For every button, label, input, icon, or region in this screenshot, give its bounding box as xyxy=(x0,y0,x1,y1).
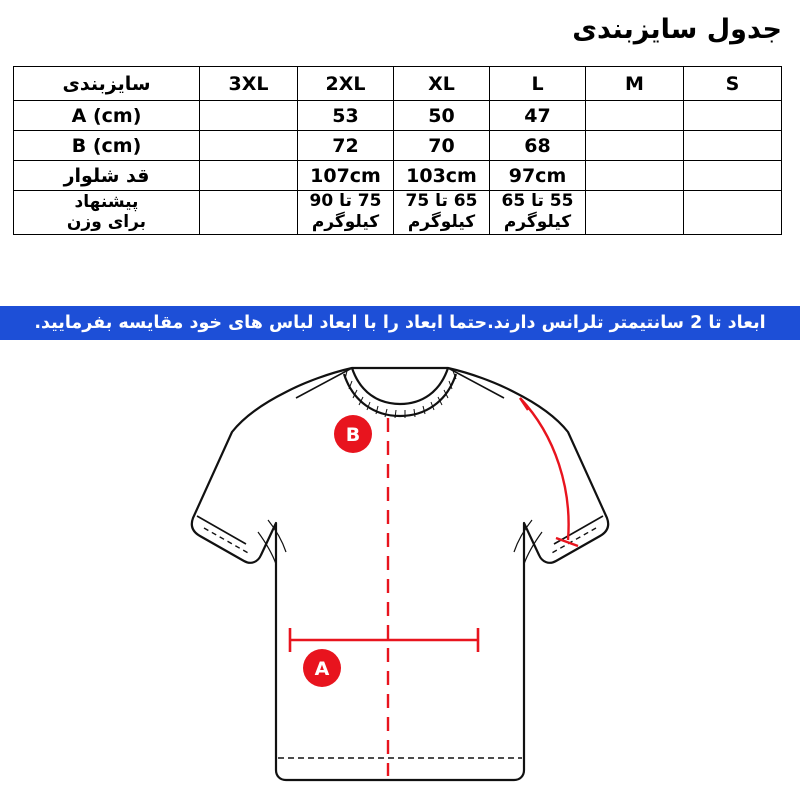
row-label-weight-line1: پیشنهاد xyxy=(74,191,139,212)
size-table xyxy=(13,66,782,235)
cell-b-l: 68 xyxy=(490,131,586,161)
cell-a-2xl: 53 xyxy=(298,101,394,131)
badge-b-label: B xyxy=(345,424,361,446)
tolerance-note: ابعاد تا 2 سانتیمتر تلرانس دارند.حتما ابعاد را با ابعاد لباس های خود مقایسه بفرمایید. xyxy=(0,306,800,340)
table-header-cell-m: M xyxy=(586,67,684,101)
cell-b-xl: 70 xyxy=(394,131,490,161)
cell-weight-xl xyxy=(394,191,490,235)
table-header-cell-3xl: 3XL xyxy=(200,67,298,101)
cell-weight-l-line2: کیلوگرم xyxy=(503,212,572,233)
cell-b-3xl xyxy=(200,131,298,161)
cell-pants-l: 97cm xyxy=(490,161,586,191)
cell-a-l: 47 xyxy=(490,101,586,131)
cell-a-m xyxy=(586,101,684,131)
row-label-a: A (cm) xyxy=(14,101,200,131)
cell-b-m xyxy=(586,131,684,161)
table-row xyxy=(14,191,782,235)
cell-a-3xl xyxy=(200,101,298,131)
cell-weight-2xl-line2: کیلوگرم xyxy=(311,212,380,233)
page-title: جدول سایزبندی xyxy=(572,14,782,45)
row-label-weight xyxy=(14,191,200,235)
badge-b xyxy=(334,415,372,453)
table-header-cell-label: سایزبندی xyxy=(14,67,200,101)
size-table-wrapper xyxy=(18,66,782,235)
cell-a-s xyxy=(684,101,782,131)
table-header-cell-2xl: 2XL xyxy=(298,67,394,101)
cell-weight-xl-line1: 65 تا 75 xyxy=(405,191,478,211)
cell-pants-xl: 103cm xyxy=(394,161,490,191)
cell-pants-m xyxy=(586,161,684,191)
cell-weight-2xl-line1: 75 تا 90 xyxy=(309,191,382,211)
row-label-pants-length: قد شلوار xyxy=(14,161,200,191)
cell-weight-2xl xyxy=(298,191,394,235)
cell-b-2xl: 72 xyxy=(298,131,394,161)
table-header-cell-s: S xyxy=(684,67,782,101)
cell-weight-m xyxy=(586,191,684,235)
cell-a-xl: 50 xyxy=(394,101,490,131)
badge-a-label: A xyxy=(314,658,330,680)
row-label-b: B (cm) xyxy=(14,131,200,161)
table-row xyxy=(14,131,782,161)
cell-weight-l-line1: 55 تا 65 xyxy=(501,191,574,211)
row-label-weight-line2: برای وزن xyxy=(66,212,147,233)
cell-weight-l xyxy=(490,191,586,235)
badge-a xyxy=(303,649,341,687)
table-row xyxy=(14,101,782,131)
cell-pants-s xyxy=(684,161,782,191)
table-header-row xyxy=(14,67,782,101)
table-header-cell-l: L xyxy=(490,67,586,101)
cell-weight-s xyxy=(684,191,782,235)
tshirt-svg xyxy=(0,340,800,800)
cell-pants-3xl xyxy=(200,161,298,191)
cell-b-s xyxy=(684,131,782,161)
tshirt-outline xyxy=(192,368,608,780)
table-row xyxy=(14,161,782,191)
tshirt-illustration xyxy=(0,340,800,800)
cell-weight-xl-line2: کیلوگرم xyxy=(407,212,476,233)
cell-weight-3xl xyxy=(200,191,298,235)
cell-pants-2xl: 107cm xyxy=(298,161,394,191)
table-header-cell-xl: XL xyxy=(394,67,490,101)
